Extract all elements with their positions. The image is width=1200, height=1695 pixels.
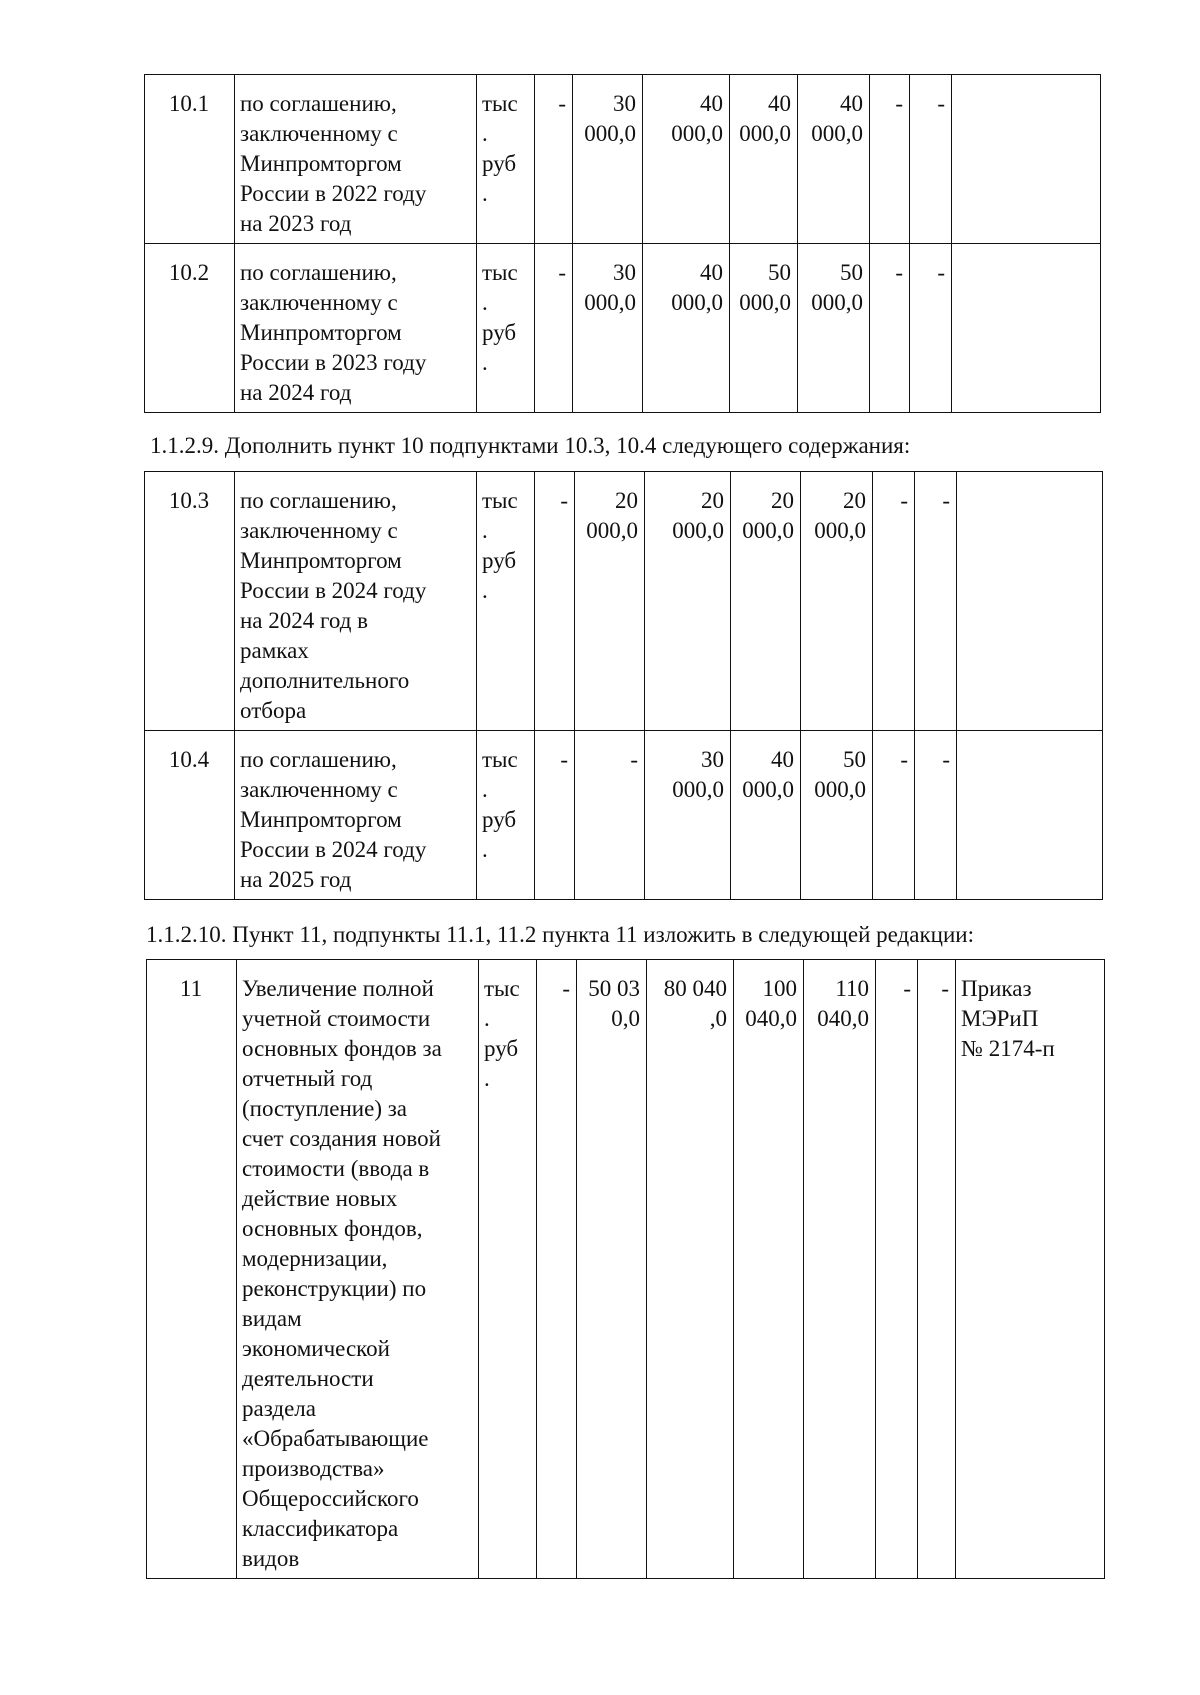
indicator-name-line: Минпромторгом [240,151,402,176]
unit-of-measure-line: . [484,1066,490,1091]
indicator-name-line: России в 2022 году [240,181,427,206]
value-col-3-line: 80 040 [663,976,727,1001]
unit-of-measure-line: тыс [482,91,518,116]
indicator-name-line: России в 2024 году [240,578,427,603]
unit-of-measure-line: тыс [484,976,520,1001]
indicator-name-line: отчетный год [242,1066,373,1091]
value-col-4-line: 000,0 [739,121,791,146]
unit-of-measure-line: руб [482,151,517,176]
indicator-name-line: деятельности [242,1366,374,1391]
indicator-name-line: на 2025 год [240,867,352,892]
value-col-3 [643,244,730,413]
unit-of-measure-line: . [482,518,488,543]
source-document [952,244,1101,413]
value-col-1-line: - [562,976,570,1001]
source-document [956,960,1105,1579]
unit-of-measure-line: тыс [482,747,518,772]
value-col-5-line: 110 [835,976,869,1001]
indicator-name-line: «Обрабатывающие [242,1426,429,1451]
unit-of-measure-line: руб [484,1036,519,1061]
value-col-2-line: 30 [613,91,636,116]
row-number: 10.3 [145,472,235,731]
value-col-3-line: 000,0 [671,290,723,315]
value-col-2-line: 000,0 [584,290,636,315]
value-col-2-line: 000,0 [586,518,638,543]
indicator-name-line: рамках [240,638,309,663]
indicator-name-line: раздела [242,1396,316,1421]
value-col-3-line: 000,0 [672,518,724,543]
value-col-6 [873,731,915,900]
indicator-name [235,472,477,731]
indicator-name-line: производства» [242,1456,385,1481]
unit-of-measure [479,960,537,1579]
value-col-2-line: 0,0 [611,1006,640,1031]
value-col-2-line: - [630,747,638,772]
value-col-2 [573,244,643,413]
indicator-name-line: на 2024 год [240,380,352,405]
value-col-1-line: - [558,260,566,285]
value-col-4-line: 50 [768,260,791,285]
row-number: 10.2 [145,244,235,413]
unit-of-measure-line: . [482,777,488,802]
table-row [145,244,1101,413]
indicator-name-line: Увеличение полной [242,976,434,1001]
value-col-5-line: 20 [843,488,866,513]
value-col-4-line: 000,0 [742,777,794,802]
indicator-name-line: Минпромторгом [240,548,402,573]
value-col-2 [573,75,643,244]
source-document [952,75,1101,244]
value-col-4 [730,244,798,413]
value-col-4-line: 40 [768,91,791,116]
value-col-2-line: 30 [613,260,636,285]
value-col-3-line: ,0 [709,1006,727,1031]
indicator-name [235,75,477,244]
value-col-6-line: - [900,747,908,772]
value-col-4 [731,472,801,731]
value-col-4-line: 40 [771,747,794,772]
source-document [957,472,1103,731]
value-col-4 [730,75,798,244]
value-col-7-line: - [942,488,950,513]
indicator-name [237,960,479,1579]
unit-of-measure [477,244,535,413]
value-col-3-line: 30 [701,747,724,772]
value-col-3 [643,75,730,244]
table-row [145,472,1103,731]
value-col-7-line: - [942,747,950,772]
indicator-name-line: действие новых [242,1186,398,1211]
value-col-4 [731,731,801,900]
value-col-7 [915,731,957,900]
value-col-4-line: 000,0 [739,290,791,315]
value-col-1 [535,75,573,244]
indicator-name-line: основных фондов, [242,1216,423,1241]
unit-of-measure [477,731,535,900]
row-number: 10.1 [145,75,235,244]
value-col-7 [915,472,957,731]
indicator-name [235,731,477,900]
value-col-2-line: 20 [615,488,638,513]
indicator-name-line: по соглашению, [240,91,397,116]
value-col-1 [535,472,575,731]
value-col-4 [734,960,804,1579]
unit-of-measure [477,75,535,244]
indicator-name-line: заключенному с [240,121,398,146]
indicator-name-line: по соглашению, [240,488,397,513]
table-row [145,75,1101,244]
value-col-3-line: 000,0 [671,121,723,146]
indicator-name-line: России в 2023 году [240,350,427,375]
value-col-2-line: 50 03 [588,976,640,1001]
indicator-name-line: основных фондов за [242,1036,442,1061]
unit-of-measure-line: руб [482,548,517,573]
indicators-table-2 [144,471,1103,900]
indicator-name-line: России в 2024 году [240,837,427,862]
indicator-name-line: на 2023 год [240,211,352,236]
value-col-2 [575,731,645,900]
source-document-line: Приказ [961,976,1032,1001]
value-col-3-line: 40 [700,91,723,116]
value-col-6-line: - [900,488,908,513]
value-col-3-line: 000,0 [672,777,724,802]
indicator-name-line: Общероссийского [242,1486,419,1511]
value-col-7-line: - [937,260,945,285]
indicator-name-line: Минпромторгом [240,807,402,832]
indicator-name-line: модернизации, [242,1246,388,1271]
value-col-7-line: - [937,91,945,116]
indicator-name-line: видам [242,1306,302,1331]
indicator-name-line: стоимости (ввода в [242,1156,430,1181]
value-col-6 [876,960,918,1579]
indicator-name-line: видов [242,1546,300,1571]
value-col-5-line: 40 [840,91,863,116]
indicator-name-line: (поступление) за [242,1096,408,1121]
unit-of-measure-line: руб [482,320,517,345]
row-number: 11 [147,960,237,1579]
unit-of-measure [477,472,535,731]
indicator-name-line: заключенному с [240,518,398,543]
value-col-5 [798,244,870,413]
indicators-table-1 [144,74,1101,413]
value-col-1 [537,960,577,1579]
paragraph-1-1-2-10: 1.1.2.10. Пункт 11, подпункты 11.1, 11.2 пункта 11 изложить в следующей редакции: [146,922,974,947]
value-col-7-line: - [941,976,949,1001]
value-col-3-line: 40 [700,260,723,285]
source-document-line: № 2174-п [961,1036,1055,1061]
unit-of-measure-line: . [482,578,488,603]
value-col-3 [647,960,734,1579]
unit-of-measure-line: . [482,121,488,146]
unit-of-measure-line: руб [482,807,517,832]
indicator-name-line: счет создания новой [242,1126,441,1151]
value-col-4-line: 20 [771,488,794,513]
row-number: 10.4 [145,731,235,900]
value-col-2 [575,472,645,731]
value-col-5-line: 50 [840,260,863,285]
value-col-6 [873,472,915,731]
value-col-7 [910,75,952,244]
indicator-name-line: на 2024 год в [240,608,369,633]
unit-of-measure-line: . [482,350,488,375]
table-row [147,960,1105,1579]
indicator-name-line: классификатора [242,1516,399,1541]
indicator-name-line: отбора [240,698,307,723]
value-col-1-line: - [558,91,566,116]
value-col-3 [645,472,731,731]
source-document [957,731,1103,900]
indicator-name-line: экономической [242,1336,390,1361]
value-col-1 [535,731,575,900]
indicator-name-line: Минпромторгом [240,320,402,345]
indicator-name-line: учетной стоимости [242,1006,431,1031]
value-col-5-line: 000,0 [814,518,866,543]
value-col-5 [798,75,870,244]
value-col-5-line: 50 [843,747,866,772]
unit-of-measure-line: тыс [482,260,518,285]
value-col-5-line: 000,0 [811,121,863,146]
value-col-2-line: 000,0 [584,121,636,146]
indicator-name-line: заключенному с [240,290,398,315]
value-col-6 [870,244,910,413]
value-col-7 [918,960,956,1579]
paragraph-1-1-2-9: 1.1.2.9. Дополнить пункт 10 подпунктами 10.3, 10.4 следующего содержания: [150,433,911,458]
value-col-4-line: 100 [762,976,797,1001]
indicator-name [235,244,477,413]
unit-of-measure-line: . [482,181,488,206]
value-col-4-line: 040,0 [745,1006,797,1031]
value-col-7 [910,244,952,413]
indicator-name-line: реконструкции) по [242,1276,427,1301]
value-col-4-line: 000,0 [742,518,794,543]
value-col-1-line: - [560,747,568,772]
indicator-name-line: по соглашению, [240,747,397,772]
value-col-5-line: 040,0 [817,1006,869,1031]
value-col-5-line: 000,0 [814,777,866,802]
unit-of-measure-line: . [482,290,488,315]
value-col-1-line: - [560,488,568,513]
unit-of-measure-line: . [482,837,488,862]
indicator-name-line: заключенному с [240,777,398,802]
indicators-table-3 [146,959,1105,1579]
value-col-3 [645,731,731,900]
value-col-5 [801,731,873,900]
value-col-5 [804,960,876,1579]
value-col-6-line: - [903,976,911,1001]
unit-of-measure-line: тыс [482,488,518,513]
value-col-6-line: - [895,91,903,116]
value-col-2 [577,960,647,1579]
value-col-3-line: 20 [701,488,724,513]
value-col-5 [801,472,873,731]
value-col-5-line: 000,0 [811,290,863,315]
value-col-6-line: - [895,260,903,285]
indicator-name-line: дополнительного [240,668,410,693]
table-row [145,731,1103,900]
value-col-6 [870,75,910,244]
unit-of-measure-line: . [484,1006,490,1031]
source-document-line: МЭРиП [961,1006,1039,1031]
value-col-1 [535,244,573,413]
indicator-name-line: по соглашению, [240,260,397,285]
